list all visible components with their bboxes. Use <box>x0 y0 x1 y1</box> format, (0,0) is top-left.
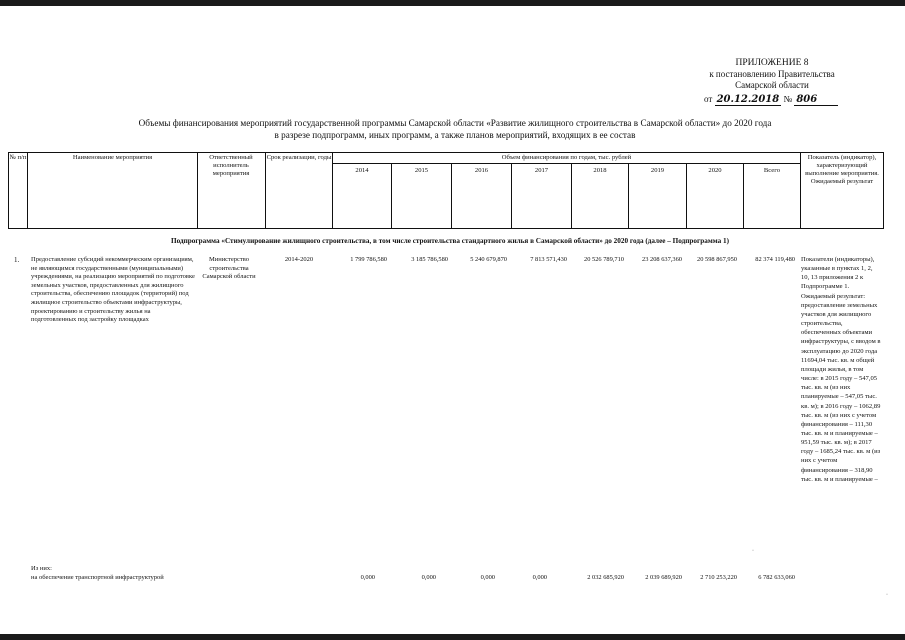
scan-speck-2: · <box>886 592 888 598</box>
document-title <box>60 117 850 141</box>
transport-total: 6 782 633,060 <box>758 574 795 581</box>
header-year-2020: 2020 <box>708 167 722 174</box>
date-prefix: от <box>704 94 713 104</box>
header-year-2018: 2018 <box>593 167 607 174</box>
subprogram-heading: Подпрограмма «Стимулирование жилищного строительства, в том числе строительства стандартного жилья в Самарской области» до 2020 года (далее – Подпрограмма 1) <box>171 237 729 245</box>
header-year-2014: 2014 <box>355 167 369 174</box>
header-indicator: Показатель (индикатор), характеризующий выполнение мероприятия. Ожидаемый результат <box>805 154 879 185</box>
title-line1: Объемы финансирования мероприятий государственной программы Самарской области «Развитие жилищного строительства в Самарской области» до 2020 года <box>138 118 772 128</box>
transport-2014: 0,000 <box>360 574 375 581</box>
transport-2018: 2 032 685,920 <box>587 574 624 581</box>
header-number: № п/п <box>9 154 27 161</box>
amount-2016: 5 240 679,870 <box>470 256 507 263</box>
funding-table-header <box>8 152 884 229</box>
amount-2017: 7 813 571,430 <box>530 256 567 263</box>
appendix-line3: Самарской области <box>735 80 809 90</box>
header-year-2019: 2019 <box>650 167 665 174</box>
header-year-2016: 2016 <box>474 167 489 174</box>
appendix-date-line <box>704 94 838 106</box>
header-period: Срок реализации, годы <box>266 154 332 161</box>
scan-speck: · <box>752 548 754 554</box>
scan-border-bottom <box>0 634 905 640</box>
of-which-block <box>31 565 181 582</box>
transport-infrastructure-label: на обеспечение транспортной инфраструктурой <box>31 573 164 581</box>
appendix-header <box>687 58 857 91</box>
transport-2015: 0,000 <box>421 574 436 581</box>
transport-2016: 0,000 <box>480 574 495 581</box>
amount-2019: 23 208 637,360 <box>642 256 682 263</box>
executor: Министерство строительства Самарской области <box>202 256 256 281</box>
scan-border-top <box>0 0 905 6</box>
amount-2020: 20 598 867,950 <box>697 256 737 263</box>
expected-result: Показатели (индикаторы), указанные в пунктах 1, 2, 10, 13 приложения 2 к Подпрограмме 1. Ожидаемый результат: предоставление земельных участков для жилищного строительства, обеспеченных объектами инфраструктуры, с вводом в эксплуатацию до 2020 года 11694,04 тыс. кв. м общей площади жилья, в том числе: в 2015 году – 547,05 тыс. кв. м (из них планируемые – 547,05 тыс. кв. м); в 2016 году – 1062,89 тыс. кв. м (из них с учетом финансирования – 111,30 тыс. кв. м и планируемые – 951,59 тыс. кв. м); в 2017 году – 1685,24 тыс. кв. м (из них с учетом финансирования – 318,90 тыс. кв. м и планируемые – <box>801 256 881 483</box>
transport-2017: 0,000 <box>532 574 547 581</box>
transport-2020: 2 710 253,220 <box>700 574 737 581</box>
header-year-2015: 2015 <box>414 167 429 174</box>
appendix-line2: к постановлению Правительства <box>709 69 835 79</box>
of-which-label: Из них: <box>31 565 52 572</box>
header-funding: Объем финансирования по годам, тыс. рублей <box>501 154 632 161</box>
period: 2014-2020 <box>284 256 314 263</box>
title-line2: в разрезе подпрограмм, иных программ, а также планов мероприятий, входящих в ее состав <box>274 130 636 140</box>
amount-2014: 1 799 786,580 <box>350 256 387 263</box>
amount-2015: 3 185 786,580 <box>411 256 448 263</box>
header-year-2017: 2017 <box>534 167 549 174</box>
number-prefix: № <box>783 94 793 104</box>
header-total: Всего <box>763 167 781 174</box>
header-activity: Наименование мероприятия <box>72 154 153 161</box>
amount-2018: 20 526 789,710 <box>584 256 624 263</box>
amount-total: 82 374 119,480 <box>755 256 795 263</box>
activity-name: Предоставление субсидий некоммерческим организациям, не являющимся государственными (муниципальными) учреждениями, на реализацию мероприятий по подготовке земельных участков, предоставленных для жилищного строительства, обеспечению площадок (территорий) под жилищное строительство объектами инфраструктуры, проектированию и строительству жилья на подготовленных под застройку площадках <box>31 256 195 324</box>
row-number: 1. <box>14 256 20 264</box>
handwritten-date: 20.12.2018 <box>716 94 780 105</box>
transport-2019: 2 039 689,920 <box>645 574 682 581</box>
header-executor: Ответственный исполнитель мероприятия <box>209 154 253 177</box>
appendix-title: ПРИЛОЖЕНИЕ 8 <box>735 58 809 68</box>
handwritten-number: 806 <box>794 94 838 106</box>
